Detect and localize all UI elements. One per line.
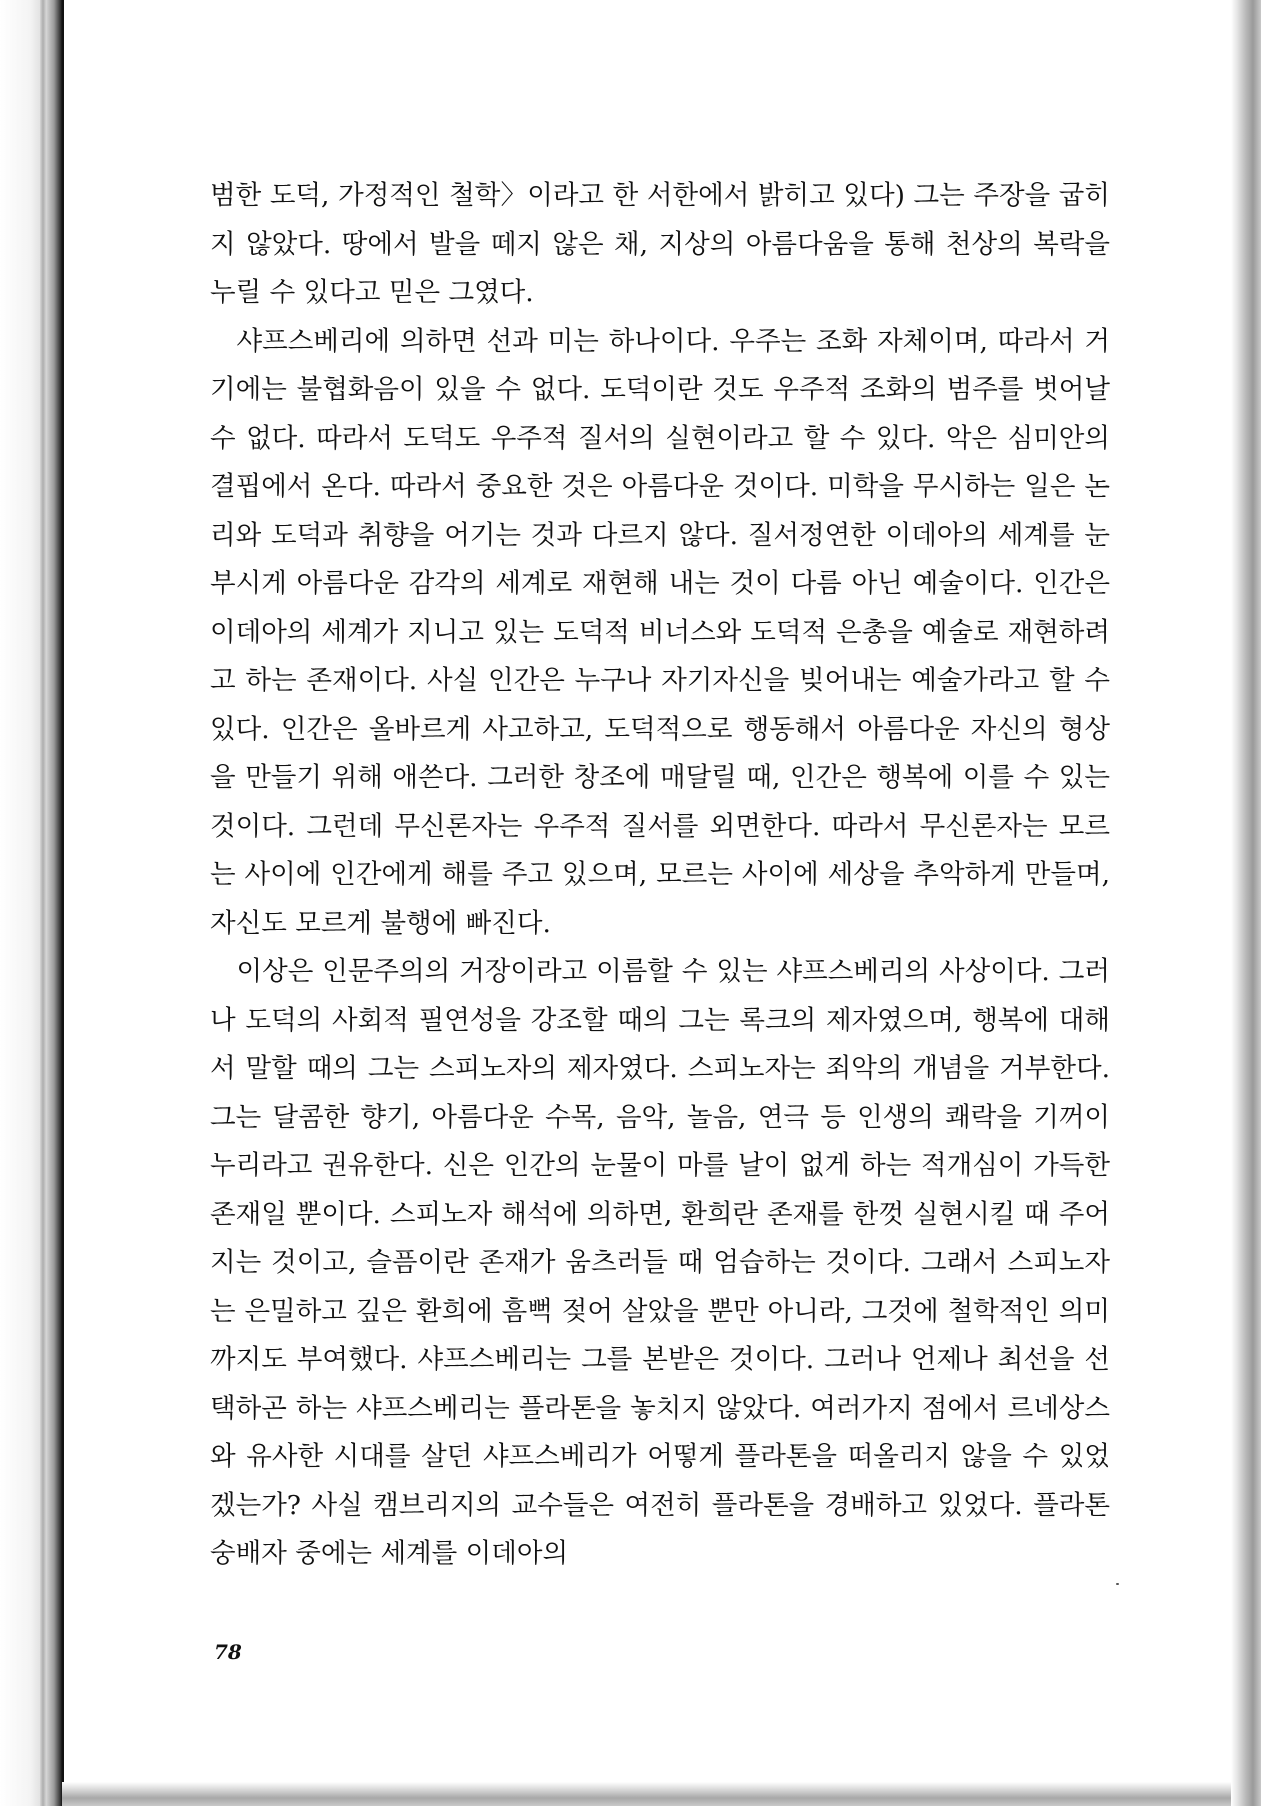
page-body-text <box>210 172 1110 1579</box>
book-spine-edge <box>0 0 62 1806</box>
page-fold-shading <box>40 0 46 1806</box>
right-page-shadow <box>1231 0 1261 1806</box>
paragraph-3: 이상은 인문주의의 거장이라고 이름할 수 있는 샤프스베리의 사상이다. 그러나 도덕의 사회적 필연성을 강조할 때의 그는 록크의 제자였으며, 행복에 대해서 말할 때의 그는 스피노자의 제자였다. 스피노자는 죄악의 개념을 거부한다. 그는 달콤한 향기, 아름다운 수목, 음악, 놀음, 연극 등 인생의 쾌락을 기꺼이 누리라고 권유한다. 신은 인간의 눈물이 마를 날이 없게 하는 적개심이 가득한 존재일 뿐이다. 스피노자 해석에 의하면, 환희란 존재를 한껏 실현시킬 때 주어지는 것이고, 슬픔이란 존재가 움츠러들 때 엄습하는 것이다. 그래서 스피노자는 은밀하고 깊은 환희에 흠뻑 젖어 살았을 뿐만 아니라, 그것에 철학적인 의미까지도 부여했다. 샤프스베리는 그를 본받은 것이다. 그러나 언제나 최선을 선택하곤 하는 샤프스베리는 플라톤을 놓치지 않았다. 여러가지 점에서 르네상스와 유사한 시대를 살던 샤프스베리가 어떻게 플라톤을 떠올리지 않을 수 있었겠는가? 사실 캠브리지의 교수들은 여전히 플라톤을 경배하고 있었다. 플라톤 숭배자 중에는 세계를 이데아의 <box>210 956 1110 1569</box>
bottom-page-shadow <box>62 1782 1231 1806</box>
paragraph-1: 범한 도덕, 가정적인 철학〉이라고 한 서한에서 밝히고 있다) 그는 주장을 굽히지 않았다. 땅에서 발을 떼지 않은 채, 지상의 아름다움을 통해 천상의 복락을 누릴 수 있다고 믿은 그였다. <box>210 180 1110 308</box>
print-speck <box>1116 1583 1119 1585</box>
paragraph-2: 샤프스베리에 의하면 선과 미는 하나이다. 우주는 조화 자체이며, 따라서 거기에는 불협화음이 있을 수 없다. 도덕이란 것도 우주적 조화의 범주를 벗어날 수 없다. 따라서 도덕도 우주적 질서의 실현이라고 할 수 있다. 악은 심미안의 결핍에서 온다. 따라서 중요한 것은 아름다운 것이다. 미학을 무시하는 일은 논리와 도덕과 취향을 어기는 것과 다르지 않다. 질서정연한 이데아의 세계를 눈부시게 아름다운 감각의 세계로 재현해 내는 것이 다름 아닌 예술이다. 인간은 이데아의 세계가 지니고 있는 도덕적 비너스와 도덕적 은총을 예술로 재현하려고 하는 존재이다. 사실 인간은 누구나 자기자신을 빚어내는 예술가라고 할 수 있다. 인간은 올바르게 사고하고, 도덕적으로 행동해서 아름다운 자신의 형상을 만들기 위해 애쓴다. 그러한 창조에 매달릴 때, 인간은 행복에 이를 수 있는 것이다. 그런데 무신론자는 우주적 질서를 외면한다. 따라서 무신론자는 모르는 사이에 인간에게 해를 주고 있으며, 모르는 사이에 세상을 추악하게 만들며, 자신도 모르게 불행에 빠진다. <box>210 325 1110 939</box>
page-number: 78 <box>214 1640 242 1664</box>
book-page <box>62 0 1231 1782</box>
